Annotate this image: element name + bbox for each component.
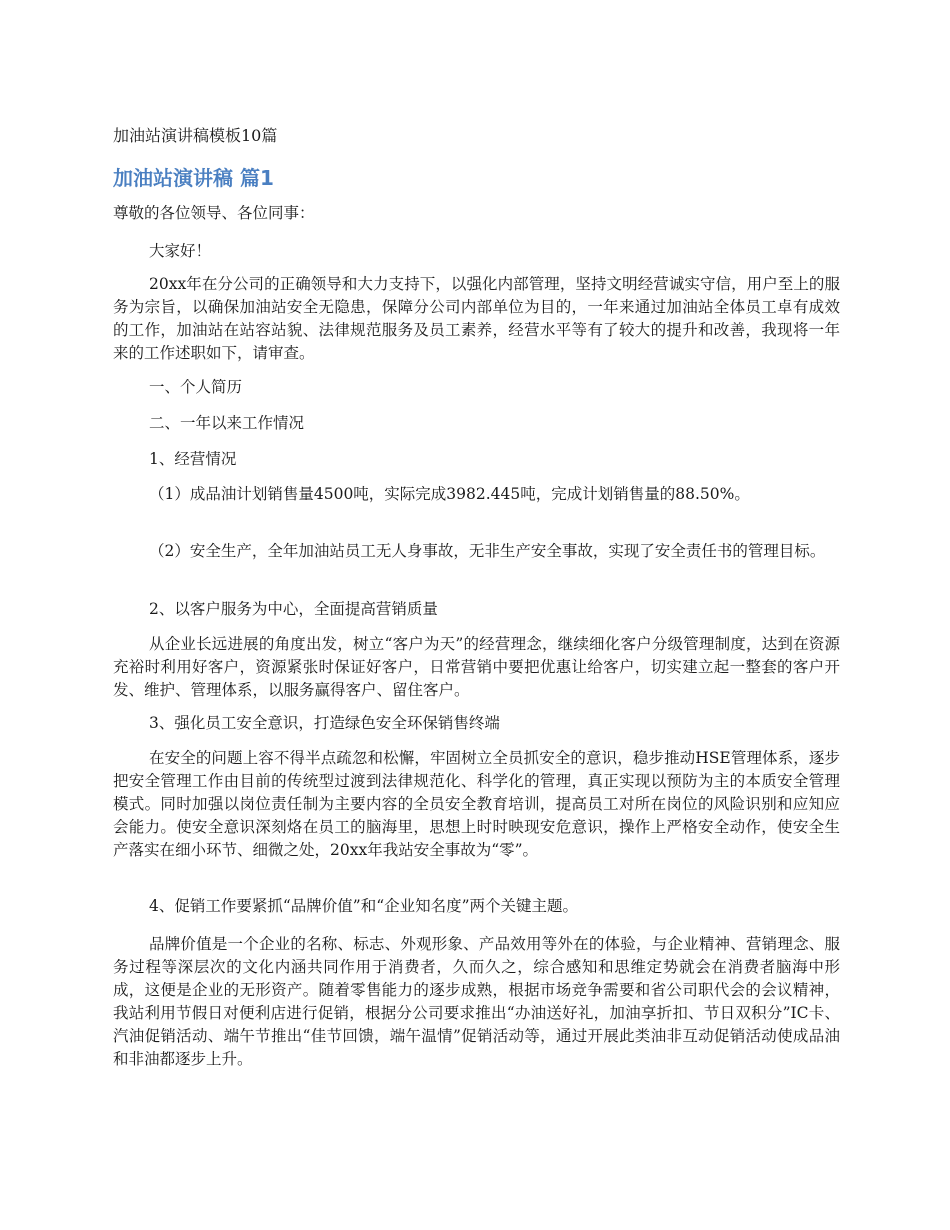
heading-promotion: 4、促销工作要紧抓“品牌价值”和“企业知名度”两个关键主题。 [149,897,579,915]
heading-customer-service: 2、以客户服务为中心，全面提高营销质量 [149,600,438,618]
paragraph-safety-awareness: 在安全的问题上容不得半点疏忽和松懈，牢固树立全员抓安全的意识，稳步推动HSE管理体系，逐步把安全管理工作由目前的传统型过渡到法律规范化、科学化的管理，真正实现以预防为主的本质安全管理模式。同时加强以岗位责任制为主要内容的全员安全教育培训，提高员工对所在岗位的风险识别和应知应会能力。使安全意识深刻烙在员工的脑海里，思想上时时映现安危意识，操作上严格安全动作，使安全生产落实在细小环节、细微之处，20xx年我站安全事故为“零”。 [113,749,840,859]
heading-personal-resume: 一、个人简历 [149,378,243,396]
paragraph-customer-service: 从企业长远进展的角度出发，树立“客户为天”的经营理念，继续细化客户分级管理制度，达到在资源充裕时利用好客户，资源紧张时保证好客户，日常营销中要把优惠让给客户，切实建立起一整套的客户开发、维护、管理体系，以服务赢得客户、留住客户。 [113,635,840,699]
heading-work-status: 二、一年以来工作情况 [149,414,305,432]
paragraph-safety-production: （2）安全生产，全年加油站员工无人身事故，无非生产安全事故，实现了安全责任书的管理目标。 [149,542,826,560]
heading-safety-awareness: 3、强化员工安全意识，打造绿色安全环保销售终端 [149,714,500,732]
paragraph-sales-volume: （1）成品油计划销售量4500吨，实际完成3982.445吨，完成计划销售量的88.50%。 [149,485,750,503]
paragraph-brand-value: 品牌价值是一个企业的名称、标志、外观形象、产品效用等外在的体验，与企业精神、营销理念、服务过程等深层次的文化内涵共同作用于消费者，久而久之，综合感知和思维定势就会在消费者脑海中形成，这便是企业的无形资产。随着零售能力的逐步成熟，根据市场竞争需要和省公司职代会的会议精神，我站利用节假日对便利店进行促销，根据分公司要求推出“办油送好礼，加油享折扣、节日双积分”IC卡、汽油促销活动、端午节推出“佳节回馈，端午温情”促销活动等，通过开展此类油非互动促销活动使成品油和非油都逐步上升。 [113,935,840,1068]
heading-operations: 1、经营情况 [149,450,237,468]
salutation: 尊敬的各位领导、各位同事： [113,204,315,222]
paragraph-intro: 20xx年在分公司的正确领导和大力支持下，以强化内部管理，坚持文明经营诚实守信，用户至上的服务为宗旨，以确保加油站安全无隐患，保障分公司内部单位为目的，一年来通过加油站全体员工卓有成效的工作，加油站在站容站貌、法律规范服务及员工素养，经营水平等有了较大的提升和改善，我现将一年来的工作述职如下，请审查。 [113,275,840,362]
section-heading: 加油站演讲稿 篇1 [113,166,274,190]
document-title: 加油站演讲稿模板10篇 [113,126,278,145]
greeting: 大家好！ [149,242,212,260]
